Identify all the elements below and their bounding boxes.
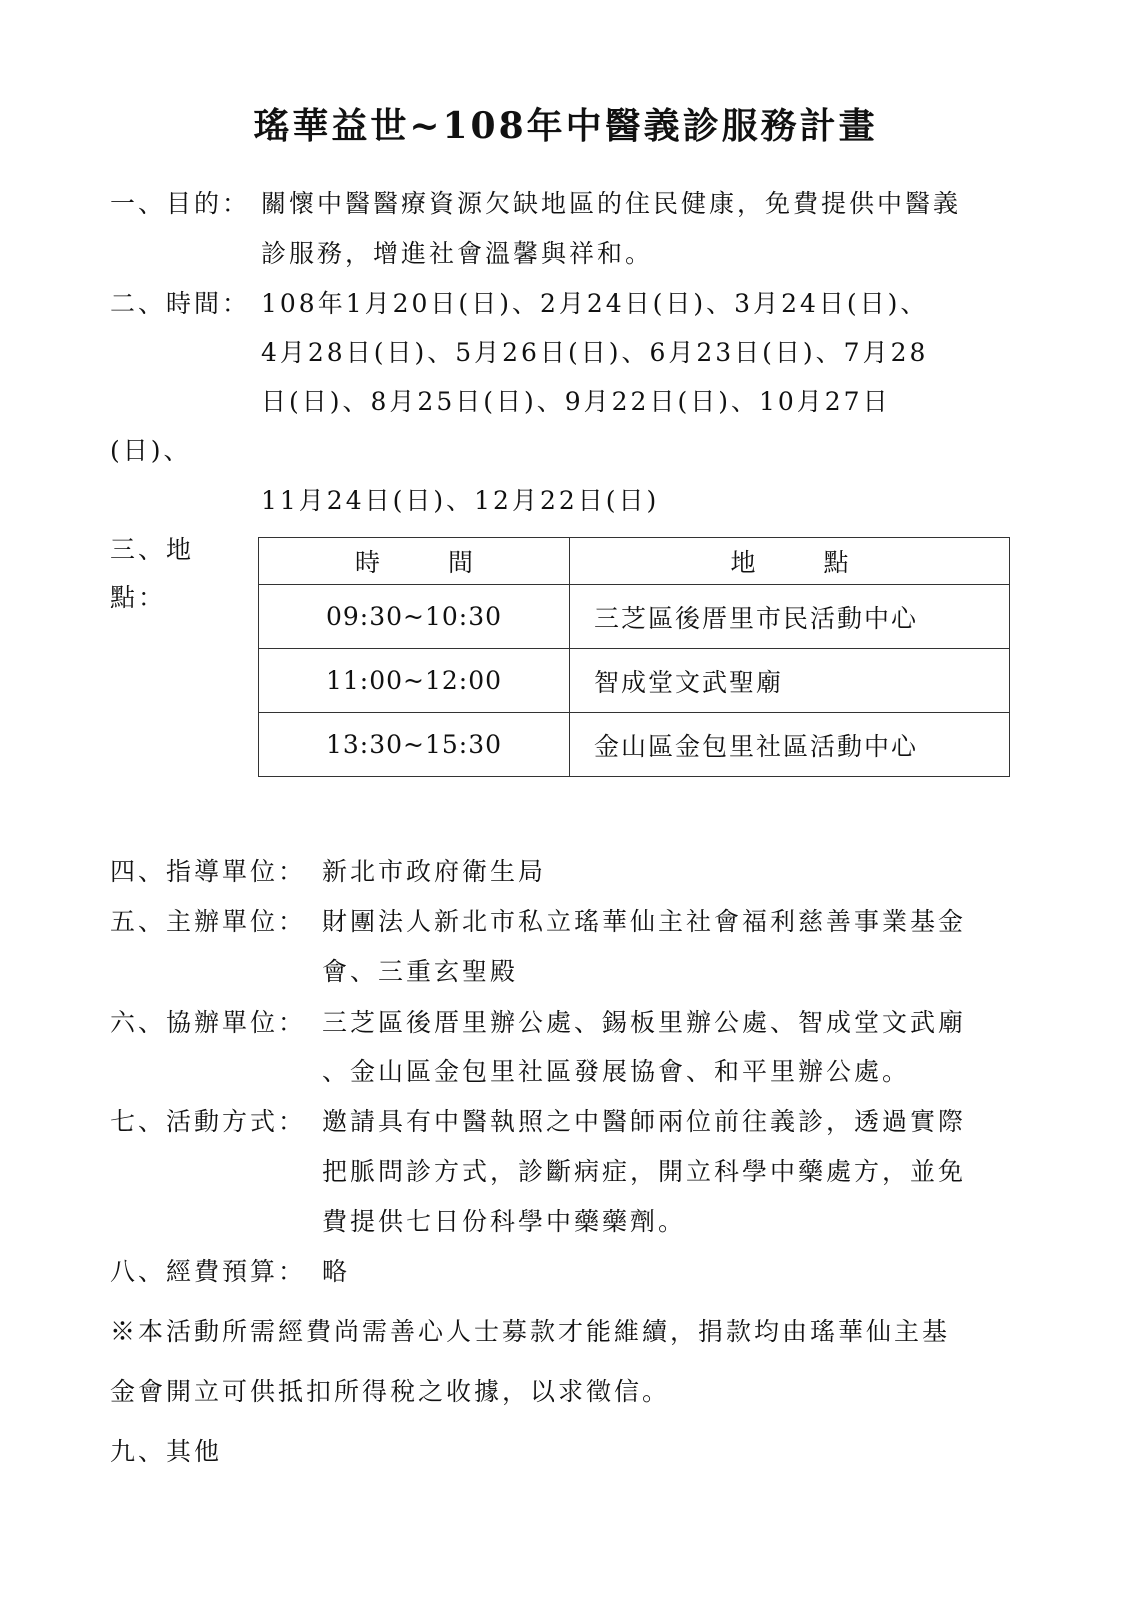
document-title: 瑤華益世~108年中醫義診服務計畫 bbox=[253, 105, 878, 147]
organizer-label: 五、主辦單位： bbox=[110, 907, 307, 936]
budget-text: 略 bbox=[322, 1257, 351, 1286]
organizer-text-line2: 會、三重玄聖殿 bbox=[322, 957, 519, 986]
co-organizer-text-line1: 三芝區後厝里辦公處、錫板里辦公處、智成堂文武廟 bbox=[322, 1008, 967, 1037]
budget-label: 八、經費預算： bbox=[110, 1257, 307, 1286]
schedule-table bbox=[258, 537, 1010, 777]
location-label-line1: 三、地 bbox=[110, 535, 195, 564]
table-row bbox=[259, 713, 1010, 777]
table-cell-time: 13:30~15:30 bbox=[259, 713, 570, 777]
time-label: 二、時間： bbox=[110, 289, 251, 318]
organizer-text-line1: 財團法人新北市私立瑤華仙主社會福利慈善事業基金 bbox=[322, 907, 967, 936]
method-label: 七、活動方式： bbox=[110, 1107, 307, 1136]
table-row bbox=[259, 649, 1010, 713]
table-cell-place: 金山區金包里社區活動中心 bbox=[570, 713, 1010, 777]
table-header-place: 地 點 bbox=[570, 538, 1010, 585]
table-header-time: 時 間 bbox=[259, 538, 570, 585]
co-organizer-text-line2: 、金山區金包里社區發展協會、和平里辦公處。 bbox=[322, 1057, 911, 1086]
table-cell-time: 11:00~12:00 bbox=[259, 649, 570, 713]
time-text-line5: 11月24日(日)、12月22日(日) bbox=[261, 486, 660, 515]
purpose-text-line2: 診服務，增進社會溫馨與祥和。 bbox=[261, 239, 654, 268]
time-text-line4: (日)、 bbox=[110, 436, 192, 465]
method-text-line2: 把脈問診方式，診斷病症，開立科學中藥處方，並免 bbox=[322, 1157, 967, 1186]
note-text-line2: 金會開立可供抵扣所得稅之收據，以求徵信。 bbox=[110, 1377, 671, 1406]
table-cell-time: 09:30~10:30 bbox=[259, 585, 570, 649]
method-text-line3: 費提供七日份科學中藥藥劑。 bbox=[322, 1207, 687, 1236]
table-header-row bbox=[259, 538, 1010, 585]
time-text-line2: 4月28日(日)、5月26日(日)、6月23日(日)、7月28 bbox=[261, 338, 929, 367]
table-cell-place: 三芝區後厝里市民活動中心 bbox=[570, 585, 1010, 649]
time-text-line1: 108年1月20日(日)、2月24日(日)、3月24日(日)、 bbox=[261, 289, 929, 318]
time-text-line3: 日(日)、8月25日(日)、9月22日(日)、10月27日 bbox=[261, 387, 891, 416]
other-label: 九、其他 bbox=[110, 1437, 223, 1466]
guidance-text: 新北市政府衛生局 bbox=[322, 857, 547, 886]
table-cell-place: 智成堂文武聖廟 bbox=[570, 649, 1010, 713]
method-text-line1: 邀請具有中醫執照之中醫師兩位前往義診，透過實際 bbox=[322, 1107, 967, 1136]
co-organizer-label: 六、協辦單位： bbox=[110, 1008, 307, 1037]
purpose-text-line1: 關懷中醫醫療資源欠缺地區的住民健康，免費提供中醫義 bbox=[261, 189, 962, 218]
table-row bbox=[259, 585, 1010, 649]
location-label-line2: 點： bbox=[110, 583, 167, 612]
purpose-label: 一、目的： bbox=[110, 189, 251, 218]
guidance-label: 四、指導單位： bbox=[110, 857, 307, 886]
note-text-line1: ※本活動所需經費尚需善心人士募款才能維續，捐款均由瑤華仙主基 bbox=[110, 1317, 951, 1346]
